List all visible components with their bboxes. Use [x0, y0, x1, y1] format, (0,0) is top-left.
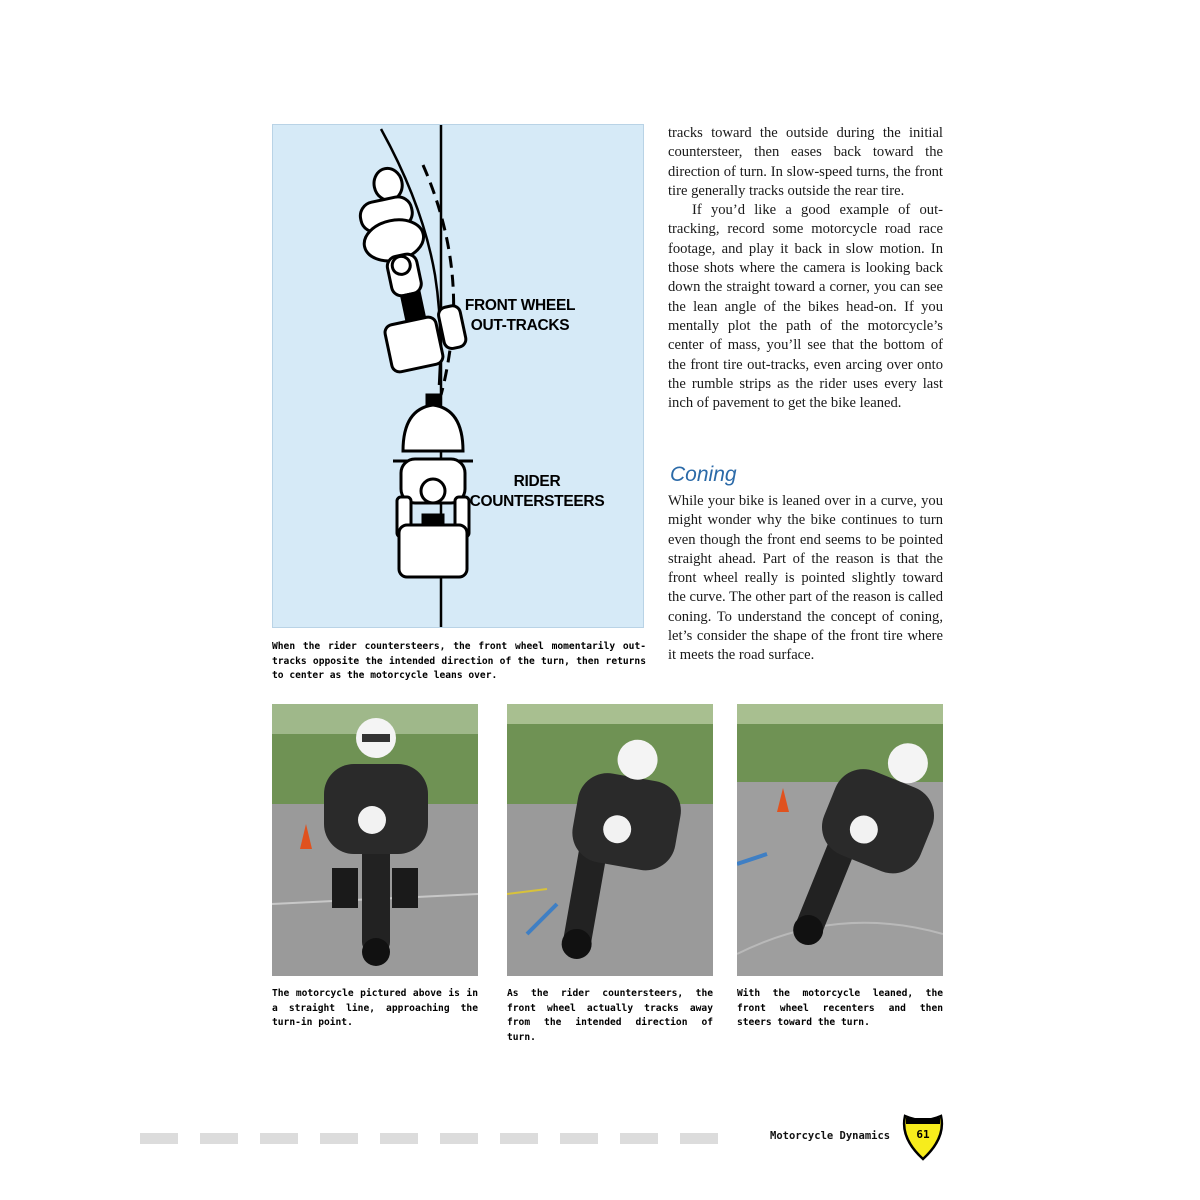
photo-caption-1: The motorcycle pictured above is in a straight line, approaching the turn-in point.: [272, 988, 478, 1028]
footer-dash: [620, 1133, 658, 1144]
footer-dash: [200, 1133, 238, 1144]
paragraph-1: tracks toward the outside during the initial countersteer, then eases back toward the direction of turn. In slow-speed turns, the front tire generally tracks outside the rear tire.: [668, 125, 943, 199]
paragraph-2: If you’d like a good example of out-tracking, record some motorcycle road race footage, and play it back in slow motion. In those shots where the camera is looking back down the straight toward a corner, you can see the lean angle of the bikes head-on. If you mentally plot the path of the motorcycle’s center of mass, you’ll see that the bottom of the front tire out-tracks, even arcing over onto the rumble strips as the rider uses every last inch of pavement to get the bike leaned.: [668, 202, 943, 412]
footer-dash: [140, 1133, 178, 1144]
photo-caption-2: As the rider countersteers, the front wheel actually tracks away from the intended direction of turn.: [507, 988, 713, 1043]
page-number: 61: [916, 1128, 930, 1141]
photo-countersteer: [507, 704, 713, 976]
body-text-top: [668, 124, 943, 413]
photo-caption-3: With the motorcycle leaned, the front wheel recenters and then steers toward the turn.: [737, 988, 943, 1028]
label-front-wheel-out-tracks: FRONT WHEEL OUT-TRACKS: [464, 297, 576, 334]
diagram-caption: When the rider countersteers, the front wheel momentarily out-tracks opposite the intended direction of the turn, then returns to center as the motorcycle leans over.: [272, 641, 646, 681]
footer-dash: [380, 1133, 418, 1144]
footer-dash: [500, 1133, 538, 1144]
photo-leaned: [737, 704, 943, 976]
photo-straight-line: [272, 704, 478, 976]
body-text-coning: [668, 492, 943, 666]
footer-dash: [440, 1133, 478, 1144]
footer-section-title: Motorcycle Dynamics: [770, 1130, 891, 1142]
footer-dash: [680, 1133, 718, 1144]
footer-dash: [260, 1133, 298, 1144]
paragraph-3: While your bike is leaned over in a curve, you might wonder why the bike continues to turn even though the front end seems to be pointed straight ahead. Part of the reason is that the front wheel really is pointed slightly toward the curve. The other part of the reason is called coning. To understand the concept of coning, let’s consider the shape of the front tire where it meets the road surface.: [668, 493, 943, 664]
footer-dash: [320, 1133, 358, 1144]
section-heading-coning: Coning: [670, 463, 737, 486]
countersteer-diagram: [272, 124, 644, 628]
label-rider-countersteers: RIDER COUNTERSTEERS: [469, 473, 605, 510]
footer-dash: [560, 1133, 598, 1144]
motorcycle-topview-illustration: [273, 125, 644, 628]
